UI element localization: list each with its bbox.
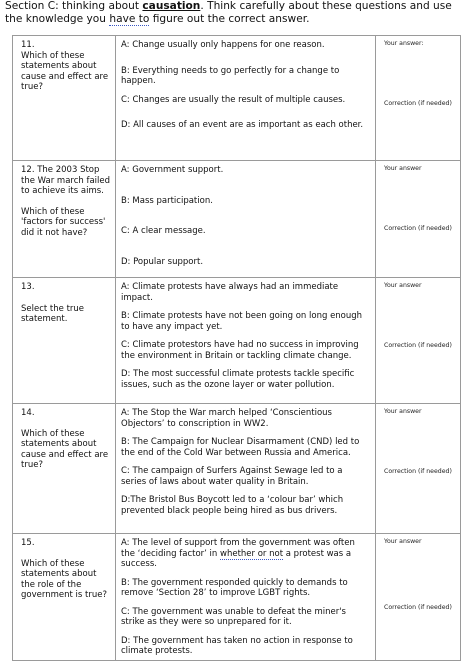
your-answer-label: Your answer <box>384 538 422 545</box>
option-a[interactable]: A: The Stop the War march helped ‘Conscientious Objectors’ to conscription in WW2. <box>121 408 332 429</box>
question-number: 11. <box>21 40 35 50</box>
question-cell <box>13 534 116 661</box>
question-number: 12. The 2003 Stop the War march failed to achieve its aims. <box>21 165 111 196</box>
question-row-11 <box>13 36 461 161</box>
questions-table <box>12 35 461 661</box>
section-instructions <box>5 0 467 26</box>
option-d[interactable]: D: Popular support. <box>121 256 204 267</box>
correction-label: Correction (if needed) <box>384 225 452 232</box>
correction-label: Correction (if needed) <box>384 100 452 107</box>
question-row-12 <box>13 161 461 278</box>
option-b[interactable]: B: The Campaign for Nuclear Disarmament (CND) led to the end of the Cold War between Russia and America. <box>121 437 360 458</box>
header-squiggle: have to <box>109 13 150 25</box>
question-text: Which of these statements about cause and effect are true? <box>21 428 109 470</box>
question-row-13 <box>13 278 461 404</box>
header-mid: . Think carefully about these questions and use the knowledge you <box>5 0 452 25</box>
option-a[interactable]: A: Climate protests have always had an immediate impact. <box>121 282 339 303</box>
question-row-15 <box>13 534 461 661</box>
option-b[interactable]: B: Everything needs to go perfectly for a change to happen. <box>121 65 340 86</box>
question-row-14 <box>13 404 461 534</box>
question-text: Which of these statements about cause and effect are true? <box>21 50 109 92</box>
question-cell <box>13 161 116 278</box>
your-answer-label: Your answer <box>384 408 422 415</box>
answer-cell[interactable] <box>376 36 461 161</box>
option-a-underlined: whether or not <box>220 548 284 559</box>
option-c[interactable]: C: Changes are usually the result of multiple causes. <box>121 94 346 105</box>
option-d[interactable]: D: The most successful climate protests tackle specific issues, such as the ozone layer or water pollution. <box>121 369 355 390</box>
correction-label: Correction (if needed) <box>384 604 452 611</box>
options-cell <box>116 36 376 161</box>
answer-cell[interactable] <box>376 404 461 534</box>
question-number: 15. <box>21 538 35 548</box>
your-answer-label: Your answer: <box>384 40 424 47</box>
answer-cell[interactable] <box>376 278 461 404</box>
option-d[interactable]: D:The Bristol Bus Boycott led to a ‘colour bar’ which prevented black people being hired as bus drivers. <box>121 495 344 516</box>
option-a[interactable]: A: Change usually only happens for one reason. <box>121 40 325 50</box>
options-cell <box>116 534 376 661</box>
answer-cell[interactable] <box>376 534 461 661</box>
answer-cell[interactable] <box>376 161 461 278</box>
option-a-post: a protest was a success. <box>121 548 352 569</box>
correction-label: Correction (if needed) <box>384 468 452 475</box>
your-answer-label: Your answer <box>384 165 422 172</box>
question-text: Select the true statement. <box>21 303 85 324</box>
question-number: 14. <box>21 408 35 418</box>
question-text: Which of these 'factors for success' did it not have? <box>21 206 106 238</box>
option-a-pre: A: The level of support from the government was often the ‘deciding factor’ in <box>121 538 355 559</box>
option-a[interactable] <box>121 538 370 570</box>
your-answer-label: Your answer <box>384 282 422 289</box>
option-a[interactable]: A: Government support. <box>121 165 224 175</box>
question-cell <box>13 278 116 404</box>
header-prefix: Section C: thinking about <box>5 0 143 12</box>
options-cell <box>116 161 376 278</box>
options-cell <box>116 278 376 404</box>
option-c[interactable]: C: The campaign of Surfers Against Sewage led to a series of laws about water quality in Britain. <box>121 466 343 487</box>
option-c[interactable]: C: A clear message. <box>121 226 206 236</box>
option-c[interactable]: C: Climate protestors have had no success in improving the environment in Britain or tackling climate change. <box>121 340 359 361</box>
question-cell <box>13 36 116 161</box>
option-b[interactable]: B: Climate protests have not been going on long enough to have any impact yet. <box>121 311 363 332</box>
header-keyword: causation <box>142 0 201 12</box>
question-cell <box>13 404 116 534</box>
option-b[interactable]: B: Mass participation. <box>121 195 213 206</box>
option-b[interactable]: B: The government responded quickly to demands to remove ‘Section 28’ to improve LGBT rights. <box>121 577 348 598</box>
question-number: 13. <box>21 282 35 292</box>
option-d[interactable]: D: The government has taken no action in response to climate protests. <box>121 635 353 656</box>
options-cell <box>116 404 376 534</box>
correction-label: Correction (if needed) <box>384 342 452 349</box>
header-suffix: figure out the correct answer. <box>149 13 310 25</box>
question-text: Which of these statements about the role of the government is true? <box>21 558 107 600</box>
option-c[interactable]: C: The government was unable to defeat the miner's strike as they were so unprepared for it. <box>121 606 346 627</box>
option-d[interactable]: D: All causes of an event are as important as each other. <box>121 120 364 130</box>
